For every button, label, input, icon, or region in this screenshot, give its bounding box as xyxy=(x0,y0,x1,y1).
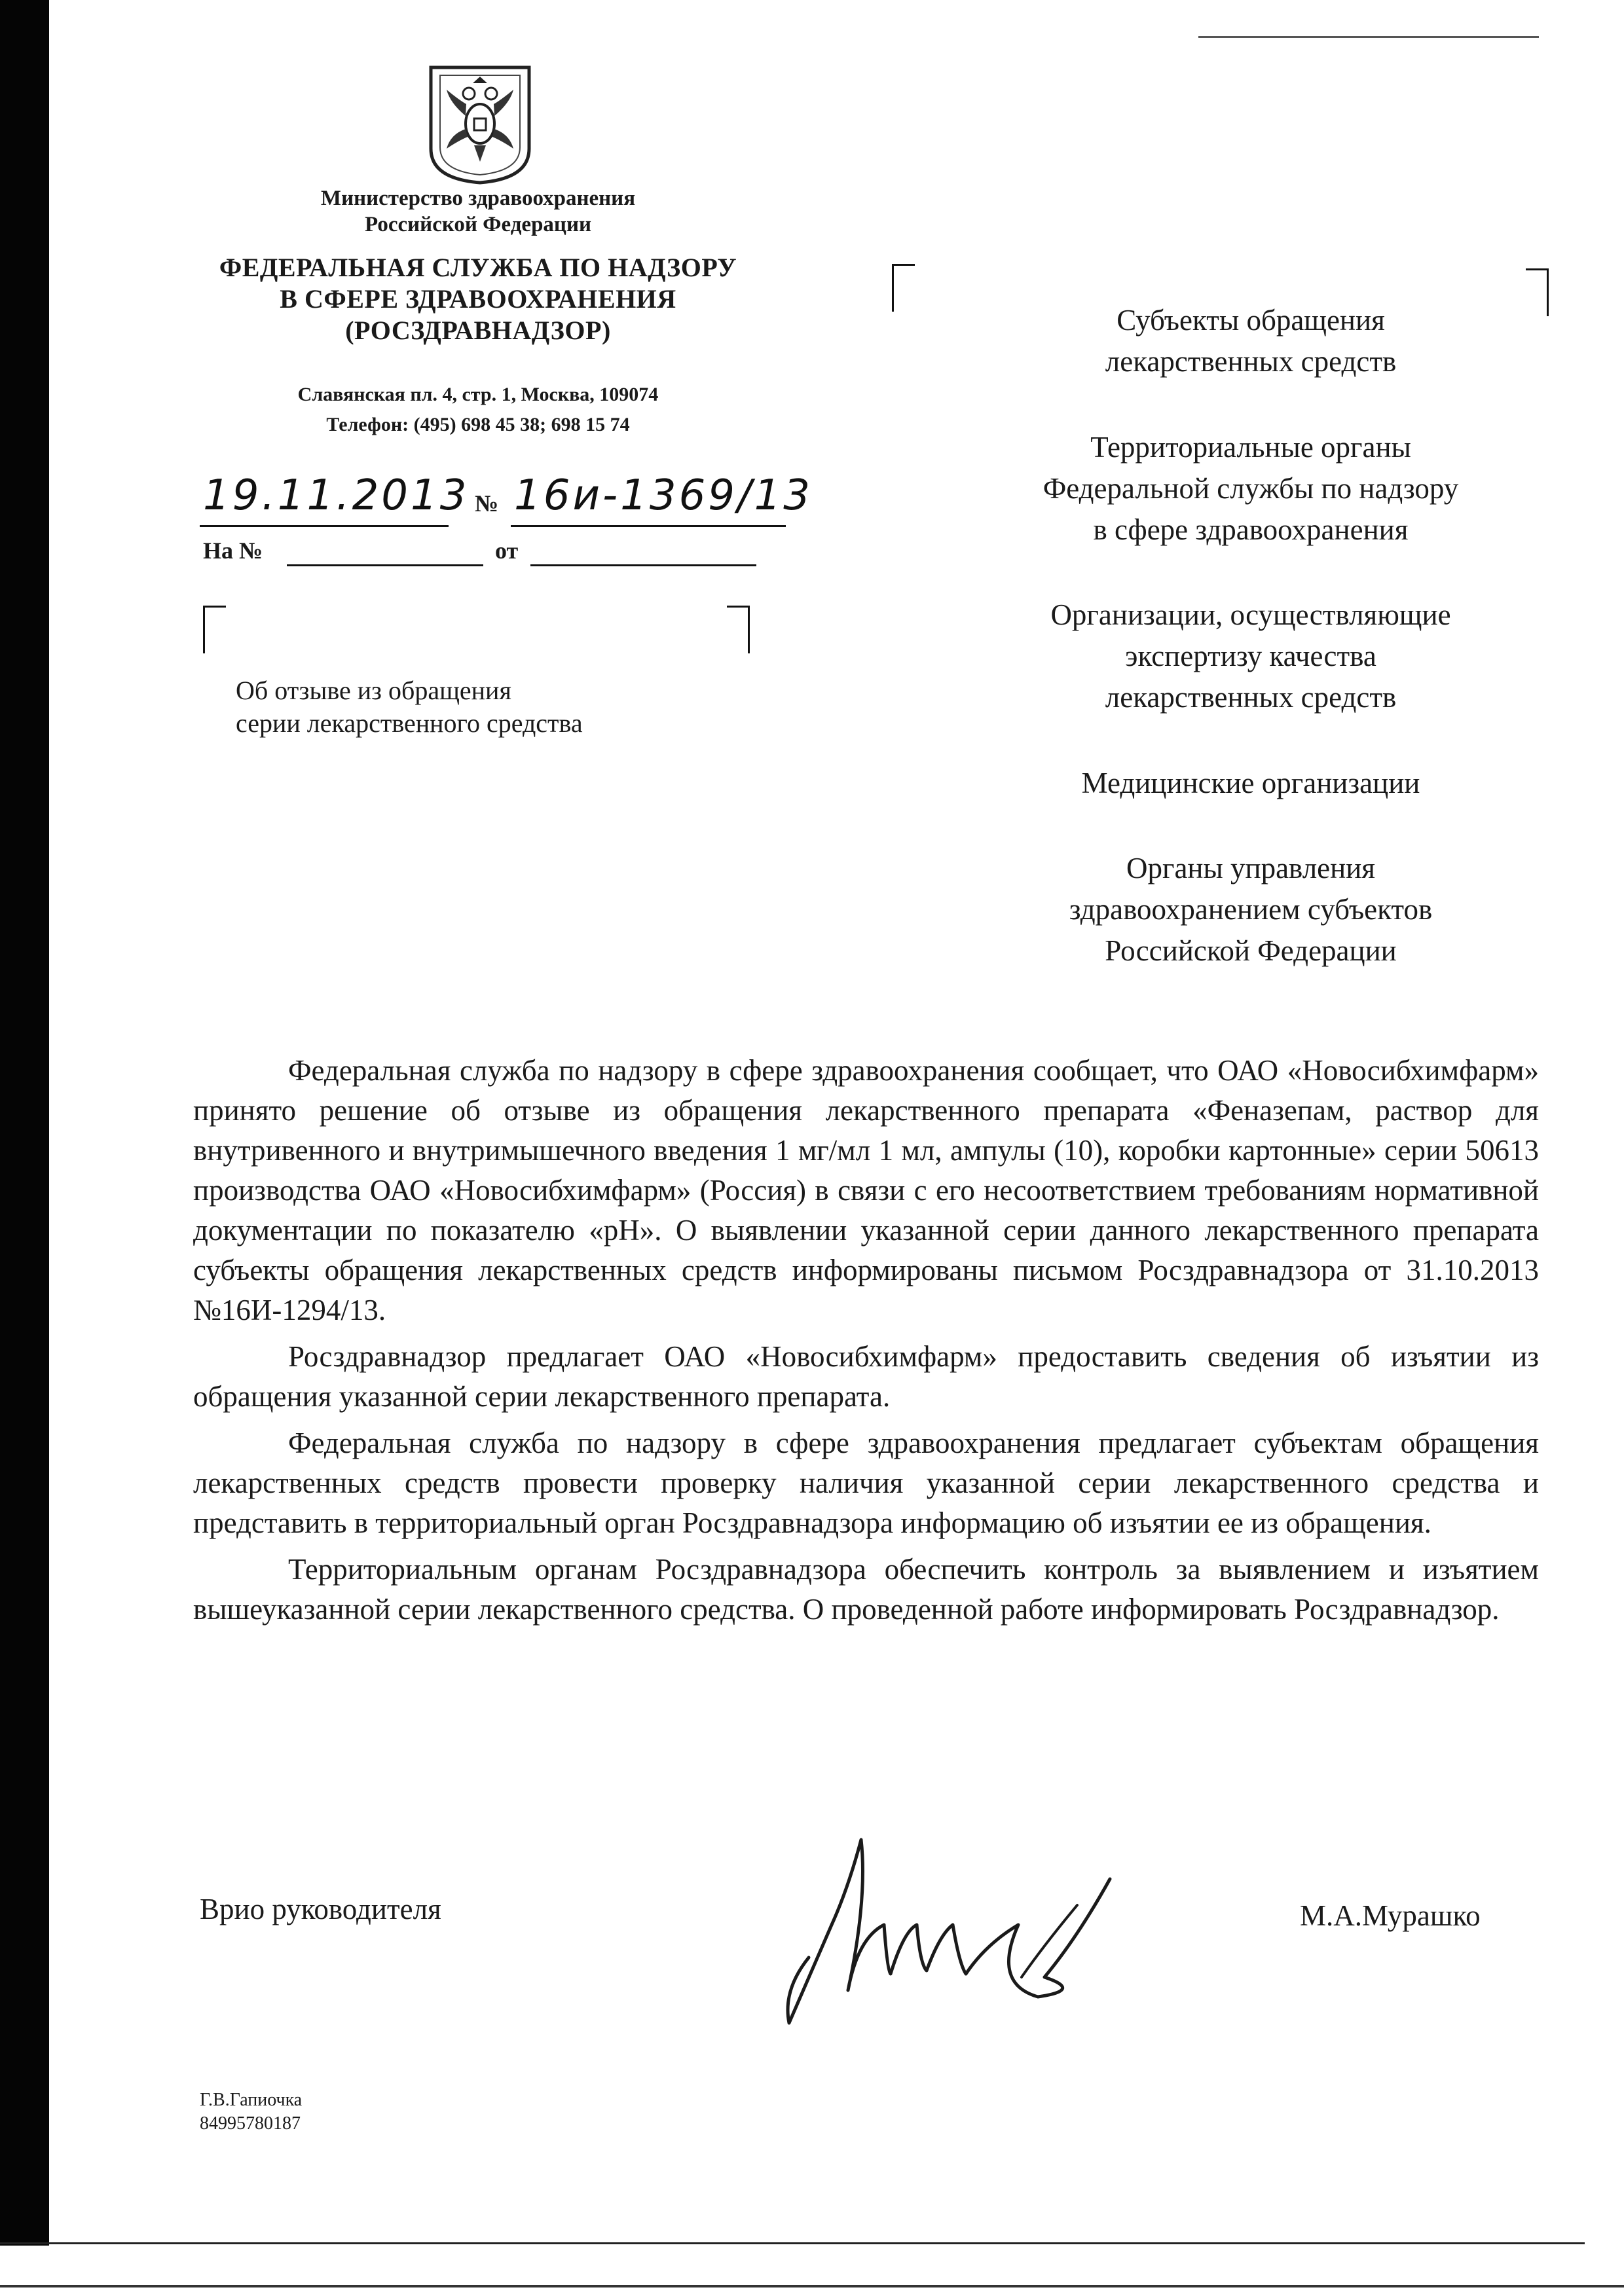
letter-body xyxy=(193,1051,1539,1636)
ministry-line2: Российской Федерации xyxy=(365,213,591,236)
addressee-line: Организации, осуществляющие xyxy=(1050,598,1451,631)
body-paragraph: Росздравнадзор предлагает ОАО «Новосибхимфарм» предоставить сведения об изъятии из обращения указанной серии лекарственного препарата. xyxy=(193,1340,1539,1413)
service-name xyxy=(196,252,760,346)
addressee-line: Российской Федерации xyxy=(1105,934,1397,967)
addressee-line: Территориальные органы xyxy=(1090,431,1411,464)
na-blank xyxy=(287,564,483,566)
subject-corner-right xyxy=(727,606,750,653)
ot-label: от xyxy=(495,538,519,564)
scan-line-bottom-inner xyxy=(0,2242,1585,2244)
ministry-line1: Министерство здравоохранения xyxy=(320,187,636,210)
body-paragraph: Федеральная служба по надзору в сфере здравоохранения сообщает, что ОАО «Новосибхимфарм» принято решение об отзыве из обращения лекарственного препарата «Феназепам, раствор для внутривенного и внутримышечного введения 1 мг/мл 1 мл, ампулы (10), коробки картонные» серии 50613 производства ОАО «Новосибхимфарм» (Россия) в связи с его несоответствием требованиям нормативной документации по показателю «рН». О выявлении указанной серии данного лекарственного препарата субъекты обращения лекарственных средств информированы письмом Росздравнадзора от 31.10.2013 №16И-1294/13. xyxy=(193,1054,1539,1326)
executor-name: Г.В.Гапиочка xyxy=(200,2090,303,2110)
ref-date-underline xyxy=(200,525,449,527)
subject xyxy=(236,674,583,740)
scan-line-top xyxy=(1198,36,1539,38)
addressee-group xyxy=(956,300,1545,382)
addressee-line: лекарственных средств xyxy=(1105,681,1397,714)
addressee-group xyxy=(956,427,1545,551)
scan-border-left xyxy=(0,0,49,2246)
ministry-name xyxy=(196,185,760,238)
service-line2: В СФЕРЕ ЗДРАВООХРАНЕНИЯ xyxy=(280,284,676,314)
addressee-line: экспертизу качества xyxy=(1125,640,1376,672)
body-paragraph: Территориальным органам Росздравнадзора обеспечить контроль за выявлением и изъятием вышеуказанной серии лекарственного средства. О проведенной работе информировать Росздравнадзор. xyxy=(193,1553,1539,1626)
addressee-line: в сфере здравоохранения xyxy=(1093,513,1409,546)
ref-number: 16и-1369/13 xyxy=(514,471,813,520)
signatory-position: Врио руководителя xyxy=(200,1893,441,1925)
service-line1: ФЕДЕРАЛЬНАЯ СЛУЖБА ПО НАДЗОРУ xyxy=(219,253,737,282)
contact-block xyxy=(196,380,760,440)
scan-line-bottom xyxy=(0,2285,1624,2287)
addressee-line: Федеральной службы по надзору xyxy=(1043,472,1459,505)
ref-date: 19.11.2013 xyxy=(203,471,470,520)
phone-text: Телефон: (495) 698 45 38; 698 15 74 xyxy=(326,414,630,435)
addressee-line: лекарственных средств xyxy=(1105,345,1397,378)
service-line3: (РОСЗДРАВНАДЗОР) xyxy=(345,316,611,345)
subject-line2: серии лекарственного средства xyxy=(236,708,583,738)
signatory-name: М.А.Мурашко xyxy=(1300,1899,1481,1932)
handwritten-signature xyxy=(769,1827,1136,2062)
coat-of-arms-icon xyxy=(427,64,533,185)
outgoing-reference xyxy=(200,471,874,537)
addressee-line: Органы управления xyxy=(1126,852,1375,884)
address-text: Славянская пл. 4, стр. 1, Москва, 109074 xyxy=(297,384,659,405)
subject-line1: Об отзыве из обращения xyxy=(236,676,511,705)
addressee-group xyxy=(956,594,1545,718)
addressee-line: здравоохранением субъектов xyxy=(1069,893,1433,926)
body-paragraph: Федеральная служба по надзору в сфере здравоохранения предлагает субъектам обращения лекарственных средств провести проверку наличия указанной серии лекарственного средства и представить в территориальный орган Росздравнадзора информацию об изъятии ее из обращения. xyxy=(193,1427,1539,1539)
addressee-line: Медицинские организации xyxy=(1081,767,1420,799)
executor-phone: 84995780187 xyxy=(200,2113,301,2134)
addressee-line: Субъекты обращения xyxy=(1116,304,1385,337)
ot-blank xyxy=(530,564,756,566)
ref-number-label: № xyxy=(475,490,499,517)
addressee-group xyxy=(956,848,1545,972)
addressee-group xyxy=(956,763,1545,804)
ref-number-underline xyxy=(511,525,786,527)
addressee-corner-left xyxy=(892,264,915,312)
executor-info xyxy=(200,2088,302,2136)
na-label: На № xyxy=(203,538,263,564)
subject-corner-left xyxy=(203,606,226,653)
